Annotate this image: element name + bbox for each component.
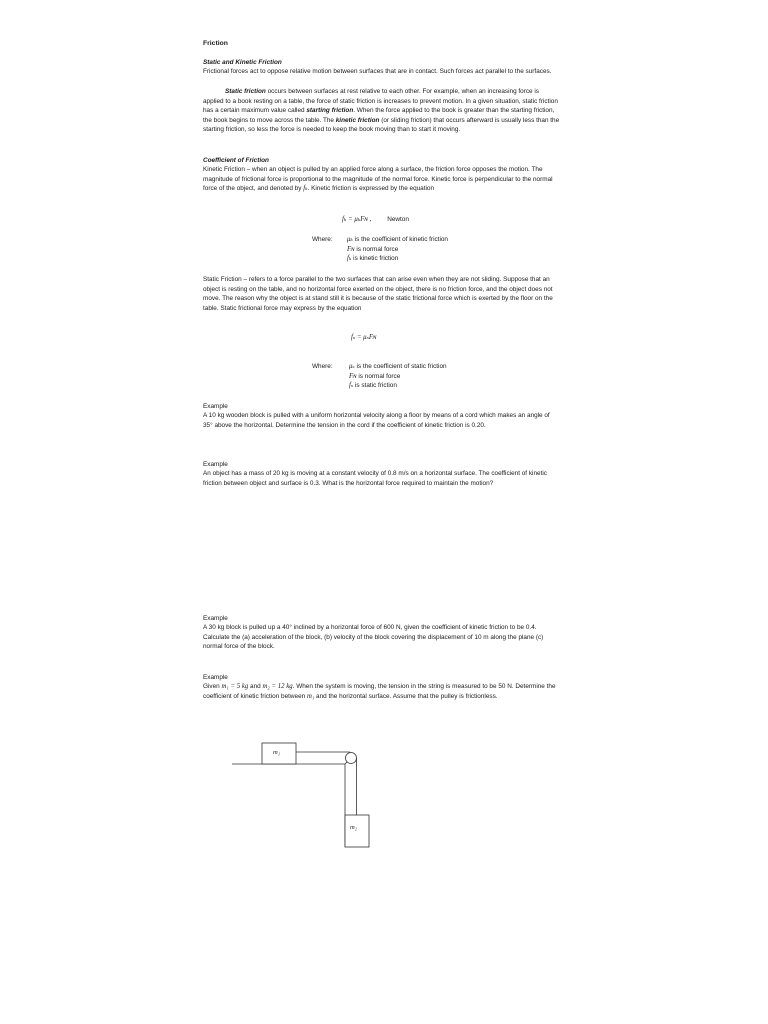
definition-text: is static friction: [353, 382, 397, 390]
section-heading-static-kinetic: Static and Kinetic Friction: [203, 59, 282, 66]
document-title: Friction: [203, 40, 228, 47]
term-starting-friction: starting friction: [306, 107, 354, 115]
paragraph-text: (or sliding friction) that occurs afterward is usually less than the starting friction, so less the force is needed to keep the book moving than to start it moving.: [203, 116, 560, 134]
definition-symbol: μₛ: [349, 363, 355, 370]
example-label: Example: [203, 615, 228, 622]
math-fk: fₖ: [303, 185, 308, 193]
definition-symbol: fₛ: [349, 382, 354, 390]
example-text-part: and the horizontal surface. Assume that the pulley is frictionless.: [314, 692, 498, 700]
definition-text: is normal force: [354, 245, 399, 253]
block-m1-label: m₁: [273, 749, 280, 756]
paragraph-static-friction-definition: Static Friction – refers to a force parallel to the two surfaces that can arise even when they are not sliding. Suppose that an object is resting on the table, and no horizontal force exerted on the object, there is no friction force, and the object does not move. The reason why the object is at stand still it is because of the static frictional force which is exerted by the floor on the table. Static frictional force may express by the equation: [203, 276, 553, 312]
pulley-wheel: [346, 753, 357, 764]
paragraph-text: occurs between surfaces at rest relative to each other. For example, when an increasing force is applied to a book resting on a table, the force of static friction is increases to prevent motion. In a given situation, static friction has a certain maximum value called: [203, 88, 558, 115]
example-text: An object has a mass of 20 kg is moving at a constant velocity of 0.8 m/s on a horizontal surface. The coefficient of kinetic friction between object and surface is 0.3. What is the horizontal force required to maintain the motion?: [203, 470, 547, 487]
block-m2: [345, 815, 369, 847]
example-text: A 30 kg block is pulled up a 40° inclined by a horizontal force of 600 N, given the coefficient of kinetic friction to be 0.4. Calculate the (a) acceleration of the block, (b) velocity of the block covering the displacement of 10 m along the plane (c) normal force of the block.: [203, 624, 544, 651]
math-m1: m₁: [306, 692, 315, 700]
example-text-part: and: [248, 683, 263, 690]
term-static-friction: Static friction: [225, 88, 266, 95]
definition-symbol: Fɴ: [347, 245, 355, 253]
example-text-part: Given: [203, 683, 222, 690]
example-label: Example: [203, 674, 228, 681]
definition-text: is normal force: [356, 372, 401, 380]
block-m2-label: m₂: [350, 824, 357, 831]
definition-symbol: fₖ: [347, 255, 352, 263]
term-kinetic-friction: kinetic friction: [335, 116, 380, 124]
where-label: Where:: [312, 236, 333, 243]
paragraph-text: . When the force applied to the book is greater than the starting friction, the book begins to move across the table. The: [203, 107, 555, 124]
paragraph-frictional-forces: Frictional forces act to oppose relative motion between surfaces that are in contact. Such forces act parallel to the surfaces.: [203, 68, 552, 75]
example-text: A 10 kg wooden block is pulled with a uniform horizontal velocity along a floor by means of a cord which makes an angle of 35° above the horizontal. Determine the tension in the cord if the coefficient of kinetic friction is 0.20.: [203, 412, 550, 429]
paragraph-text: . Kinetic friction is expressed by the equation: [307, 185, 435, 193]
example-text-part: . When the system is moving, the tension in the string is measured to be 50 N. Determine the coefficient of kinetic friction between: [203, 683, 556, 700]
example-label: Example: [203, 403, 228, 410]
example-label: Example: [203, 461, 228, 468]
definition-symbol: μₖ: [347, 236, 353, 243]
section-heading-coefficient: Coefficient of Friction: [203, 157, 269, 164]
definition-text: is the coefficient of static friction: [354, 363, 447, 370]
definition-text: is the coefficient of kinetic friction: [352, 236, 448, 243]
paragraph-text: Kinetic Friction – when an object is pulled by an applied force along a surface, the friction force opposes the motion. The magnitude of frictional force is proportional to the magnitude of the normal force. Kinetic force is perpendicular to the normal force of the object, and denoted by: [203, 166, 553, 193]
where-label: Where:: [312, 363, 333, 370]
equation-math: fₛ = μₛFɴ: [351, 334, 377, 341]
math-m1-value: m₁ = 5 kg: [221, 683, 249, 690]
definition-symbol: Fɴ: [349, 372, 357, 380]
definition-text: is kinetic friction: [351, 255, 399, 263]
equation-math: fₖ = μₖFɴ ,: [342, 216, 372, 223]
equation-unit: Newton: [387, 216, 409, 223]
math-m2-value: m₂ = 12 kg: [262, 683, 293, 690]
